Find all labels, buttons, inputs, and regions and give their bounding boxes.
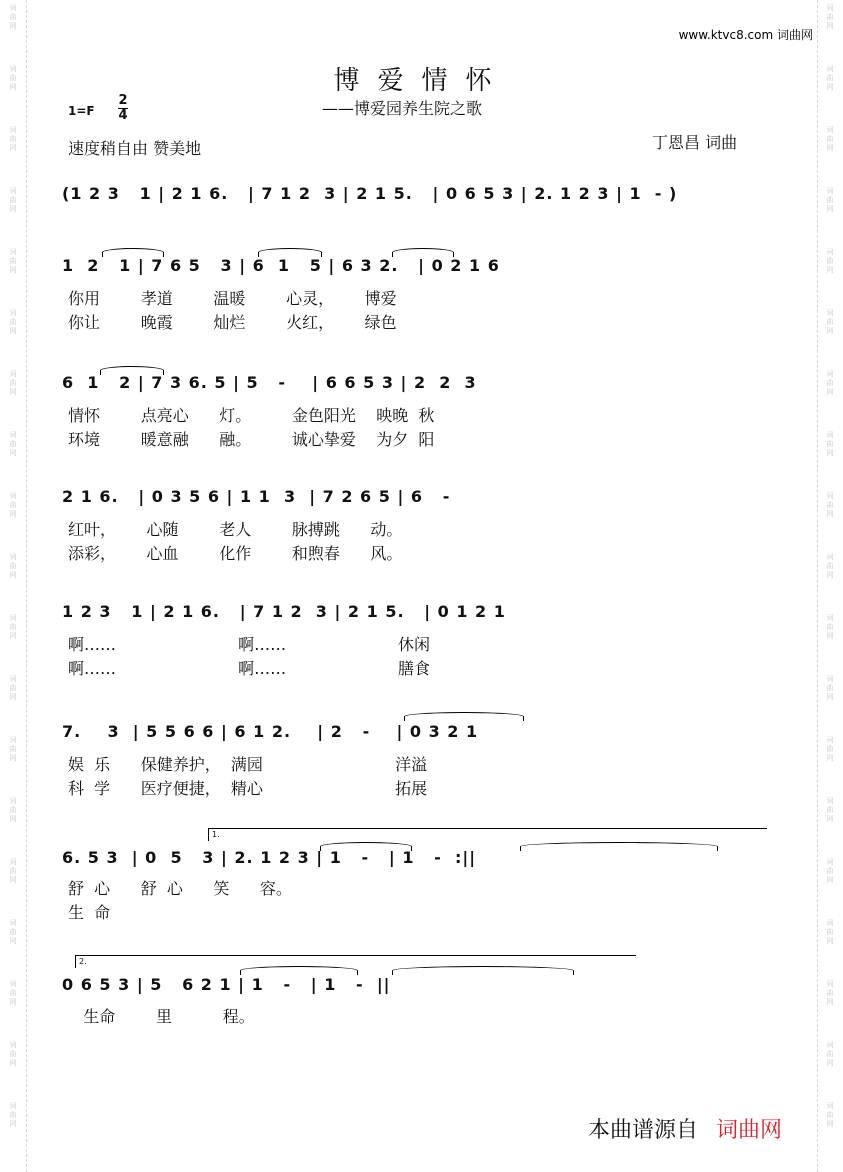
watermark-text: 词 曲 网 <box>826 553 834 579</box>
watermark-text: 词 曲 网 <box>826 858 834 884</box>
watermark-text: 词 曲 网 <box>9 553 17 579</box>
row-1-lyric-verse2: 你让 晚霞 灿烂 火红， 绿色 <box>68 313 397 332</box>
site-header[interactable] <box>679 26 813 43</box>
slur <box>392 966 574 975</box>
watermark-text: 词 曲 网 <box>9 1102 17 1128</box>
slur <box>240 966 358 975</box>
watermark-text: 词 曲 网 <box>9 248 17 274</box>
watermark-text: 词 曲 网 <box>9 614 17 640</box>
row-5-notes: 7. 3 | 5 5 6 6 | 6 1 2. | 2 - | 0 3 2 1 <box>62 722 479 741</box>
watermark-text: 词 曲 网 <box>9 309 17 335</box>
watermark-text: 词 曲 网 <box>826 919 834 945</box>
watermark-text: 词 曲 网 <box>826 187 834 213</box>
row-6-lyric-verse1: 舒 心 舒 心 笑 容。 <box>68 879 292 898</box>
watermark-text: 词 曲 网 <box>9 4 17 30</box>
footer-brand-link[interactable]: 词曲网 <box>716 1118 783 1143</box>
watermark-text: 词 曲 网 <box>9 431 17 457</box>
right-divider <box>817 0 818 1172</box>
watermark-text: 词 曲 网 <box>826 736 834 762</box>
watermark-text: 词 曲 网 <box>9 919 17 945</box>
left-watermark-strip <box>2 0 24 1172</box>
row-1-notes: 1 2 1 | 7 6 5 3 | 6 1 5 | 6 3 2. | 0 2 1 6 <box>62 256 500 275</box>
tempo-marking: 速度稍自由 赞美地 <box>68 139 202 158</box>
watermark-text: 词 曲 网 <box>9 187 17 213</box>
row-6-notes: 6. 5 3 | 0 5 3 | 2. 1 2 3 | 1 - | 1 - :|| <box>62 848 477 867</box>
slur <box>258 248 322 257</box>
footer-text: 本曲谱源自 <box>588 1118 699 1143</box>
row-2-lyric-verse2: 环境 暖意融 融。 诚心挚爱 为夕 阳 <box>68 430 435 449</box>
watermark-text: 词 曲 网 <box>9 1041 17 1067</box>
song-subtitle: ——博爱园养生院之歌 <box>322 99 483 118</box>
row-5-lyric-verse2: 科 学 医疗便捷， 精心 拓展 <box>68 779 428 798</box>
right-watermark-strip <box>819 0 841 1172</box>
site-name[interactable]: 词曲网 <box>776 28 813 42</box>
watermark-text: 词 曲 网 <box>826 65 834 91</box>
time-bottom: 4 <box>118 108 128 123</box>
row-5-lyric-verse1: 娱 乐 保健养护， 满园 洋溢 <box>68 755 428 774</box>
site-url[interactable]: www.ktvc8.com <box>678 28 774 42</box>
first-ending-label: 1. <box>212 830 220 839</box>
left-divider <box>26 0 27 1172</box>
watermark-text: 词 曲 网 <box>9 65 17 91</box>
slur <box>100 366 164 375</box>
time-top: 2 <box>118 93 128 108</box>
row-4-lyric-verse1: 啊…… 啊…… 休闲 <box>68 635 430 654</box>
watermark-text: 词 曲 网 <box>826 309 834 335</box>
slur <box>320 842 412 851</box>
watermark-text: 词 曲 网 <box>826 126 834 152</box>
row-1-lyric-verse1: 你用 孝道 温暖 心灵， 博爱 <box>68 289 397 308</box>
watermark-text: 词 曲 网 <box>826 797 834 823</box>
second-ending-label: 2. <box>79 957 87 966</box>
row-7-lyric-verse1: 生命 里 程。 <box>68 1007 255 1026</box>
row-2-lyric-verse1: 情怀 点亮心 灯。 金色阳光 映晚 秋 <box>68 406 435 425</box>
watermark-text: 词 曲 网 <box>826 1102 834 1128</box>
watermark-text: 词 曲 网 <box>826 370 834 396</box>
watermark-text: 词 曲 网 <box>9 492 17 518</box>
slur <box>392 248 454 257</box>
row-2-notes: 6 1 2 | 7 3 6. 5 | 5 - | 6 6 5 3 | 2 2 3 <box>62 373 477 392</box>
watermark-text: 词 曲 网 <box>826 492 834 518</box>
slur <box>520 842 718 851</box>
watermark-text: 词 曲 网 <box>9 370 17 396</box>
watermark-text: 词 曲 网 <box>826 4 834 30</box>
watermark-text: 词 曲 网 <box>826 980 834 1006</box>
slur <box>404 712 524 721</box>
row-4-notes: 1 2 3 1 | 2 1 6. | 7 1 2 3 | 2 1 5. | 0 1 2 1 <box>62 602 506 621</box>
watermark-text: 词 曲 网 <box>826 675 834 701</box>
watermark-text: 词 曲 网 <box>9 126 17 152</box>
watermark-text: 词 曲 网 <box>826 248 834 274</box>
song-title: 博爱情怀 <box>333 66 510 96</box>
author-credit: 丁恩昌 词曲 <box>652 133 738 152</box>
watermark-text: 词 曲 网 <box>9 980 17 1006</box>
watermark-text: 词 曲 网 <box>9 736 17 762</box>
intro-notes: (1 2 3 1 | 2 1 6. | 7 1 2 3 | 2 1 5. | 0 6 5 3 | 2. 1 2 3 | 1 - ) <box>62 184 678 203</box>
row-3-notes: 2 1 6. | 0 3 5 6 | 1 1 3 | 7 2 6 5 | 6 - <box>62 487 451 506</box>
time-signature <box>118 94 128 123</box>
watermark-text: 词 曲 网 <box>9 675 17 701</box>
key-signature: 1=F <box>68 104 95 118</box>
watermark-text: 词 曲 网 <box>826 431 834 457</box>
row-3-lyric-verse1: 红叶， 心随 老人 脉搏跳 动。 <box>68 520 403 539</box>
row-3-lyric-verse2: 添彩， 心血 化作 和煦春 风。 <box>68 544 403 563</box>
first-ending-bracket <box>208 828 767 841</box>
footer-credit <box>588 1113 782 1144</box>
watermark-text: 词 曲 网 <box>9 797 17 823</box>
second-ending-bracket <box>75 955 636 968</box>
row-4-lyric-verse2: 啊…… 啊…… 膳食 <box>68 659 430 678</box>
watermark-text: 词 曲 网 <box>826 1041 834 1067</box>
slur <box>102 248 164 257</box>
watermark-text: 词 曲 网 <box>9 858 17 884</box>
row-7-notes: 0 6 5 3 | 5 6 2 1 | 1 - | 1 - || <box>62 975 391 994</box>
watermark-text: 词 曲 网 <box>826 614 834 640</box>
row-6-lyric-verse2: 生 命 <box>68 903 111 922</box>
